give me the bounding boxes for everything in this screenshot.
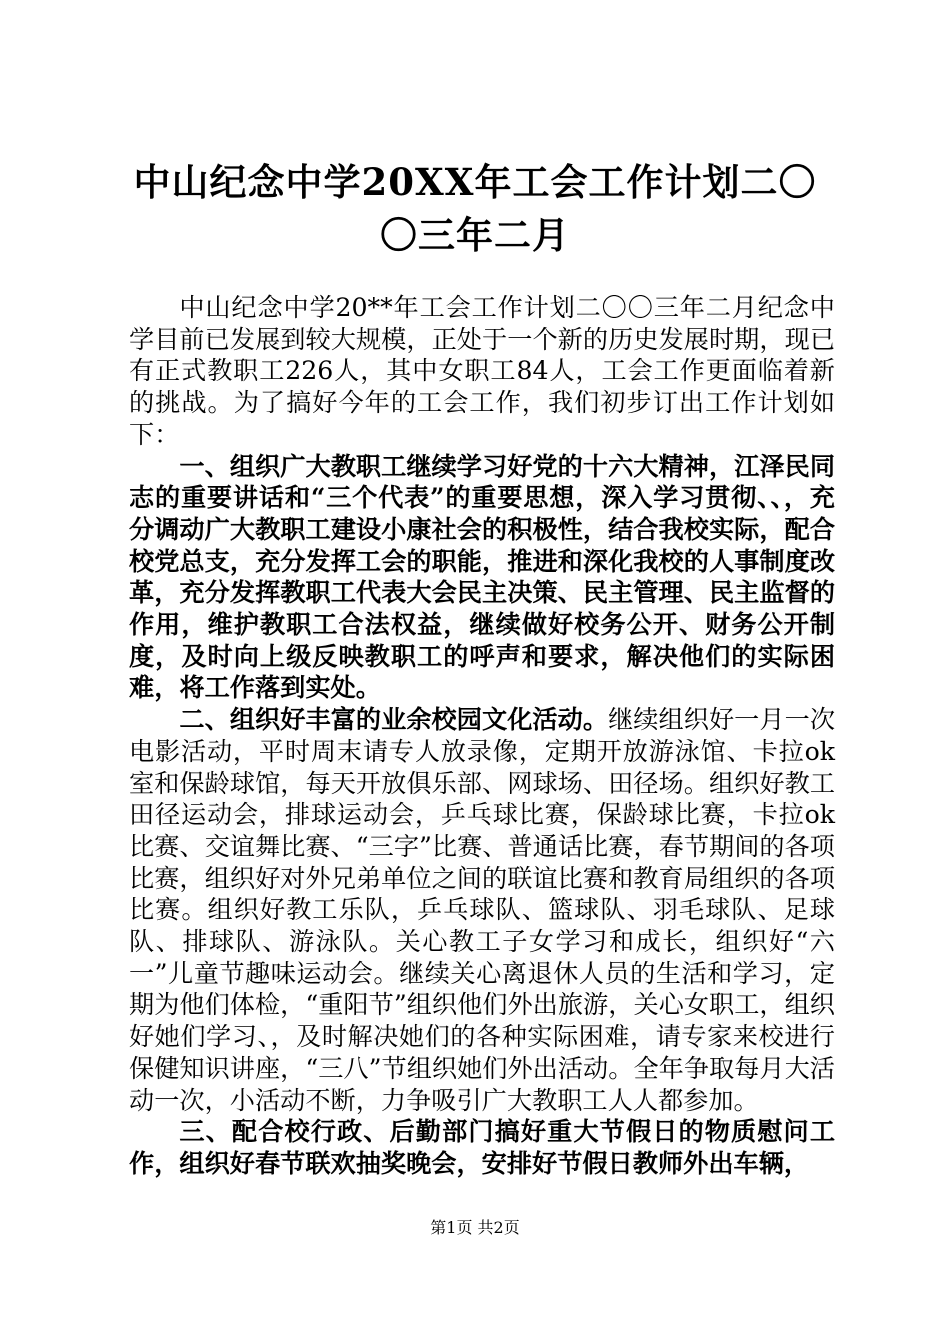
- section-one-heading: 一、组织广大教职工继续学习好党的十六大精神，江泽民同志的重要讲话和“三个代表”的重要思想，深入学习贯彻、、，充分调动广大教职工建设小康社会的积极性，结合我校实际，配合校党总支，充分发挥工会的职能，推进和深化我校的人事制度改革，充分发挥教职工代表大会民主决策、民主管理、民主监督的作用，维护教职工合法权益，继续做好校务公开、财务公开制度，及时向上级反映教职工的呼声和要求，解决他们的实际困难，将工作落到实处。: [129, 450, 835, 703]
- intro-paragraph-text: 中山纪念中学20**年工会工作计划二〇〇三年二月纪念中学目前已发展到较大规模，正处于一个新的历史发展时期，现已有正式教职工226人，其中女职工84人，工会工作更面临着新的挑战。为了搞好今年的工会工作，我们初步订出工作计划如下：: [129, 293, 835, 449]
- section-three-paragraph: [129, 1116, 835, 1179]
- page-footer: 第1页 共2页: [430, 1218, 520, 1237]
- section-one-paragraph: [129, 451, 835, 705]
- document-title: 中山纪念中学20XX年工会工作计划二〇〇三年二月: [133, 160, 817, 257]
- section-two-heading: 二、组织好丰富的业余校园文化活动。: [179, 704, 609, 735]
- section-two-paragraph: [129, 704, 835, 1116]
- intro-paragraph: [129, 292, 835, 451]
- document-body: [129, 292, 835, 1180]
- section-two-text: 继续组织好一月一次电影活动，平时周末请专人放录像，定期开放游泳馆、卡拉ok室和保龄球馆，每天开放俱乐部、网球场、田径场。组织好教工田径运动会，排球运动会，乒乓球比赛，保龄球比赛，卡拉ok比赛、交谊舞比赛、“三字”比赛、普通话比赛，春节期间的各项比赛，组织好对外兄弟单位之间的联谊比赛和教育局组织的各项比赛。组织好教工乐队，乒乓球队、篮球队、羽毛球队、足球队、排球队、游泳队。关心教工子女学习和成长，组织好“六一”儿童节趣味运动会。继续关心离退休人员的生活和学习，定期为他们体检，“重阳节”组织他们外出旅游，关心女职工，组织好她们学习、，及时解决她们的各种实际困难，请专家来校进行保健知识讲座，“三八”节组织她们外出活动。全年争取每月大活动一次，小活动不断，力争吸引广大教职工人人都参加。: [129, 705, 836, 1115]
- section-three-heading: 三、配合校行政、后勤部门搞好重大节假日的物质慰问工作，组织好春节联欢抽奖晚会，安排好节假日教师外出车辆，: [129, 1116, 835, 1178]
